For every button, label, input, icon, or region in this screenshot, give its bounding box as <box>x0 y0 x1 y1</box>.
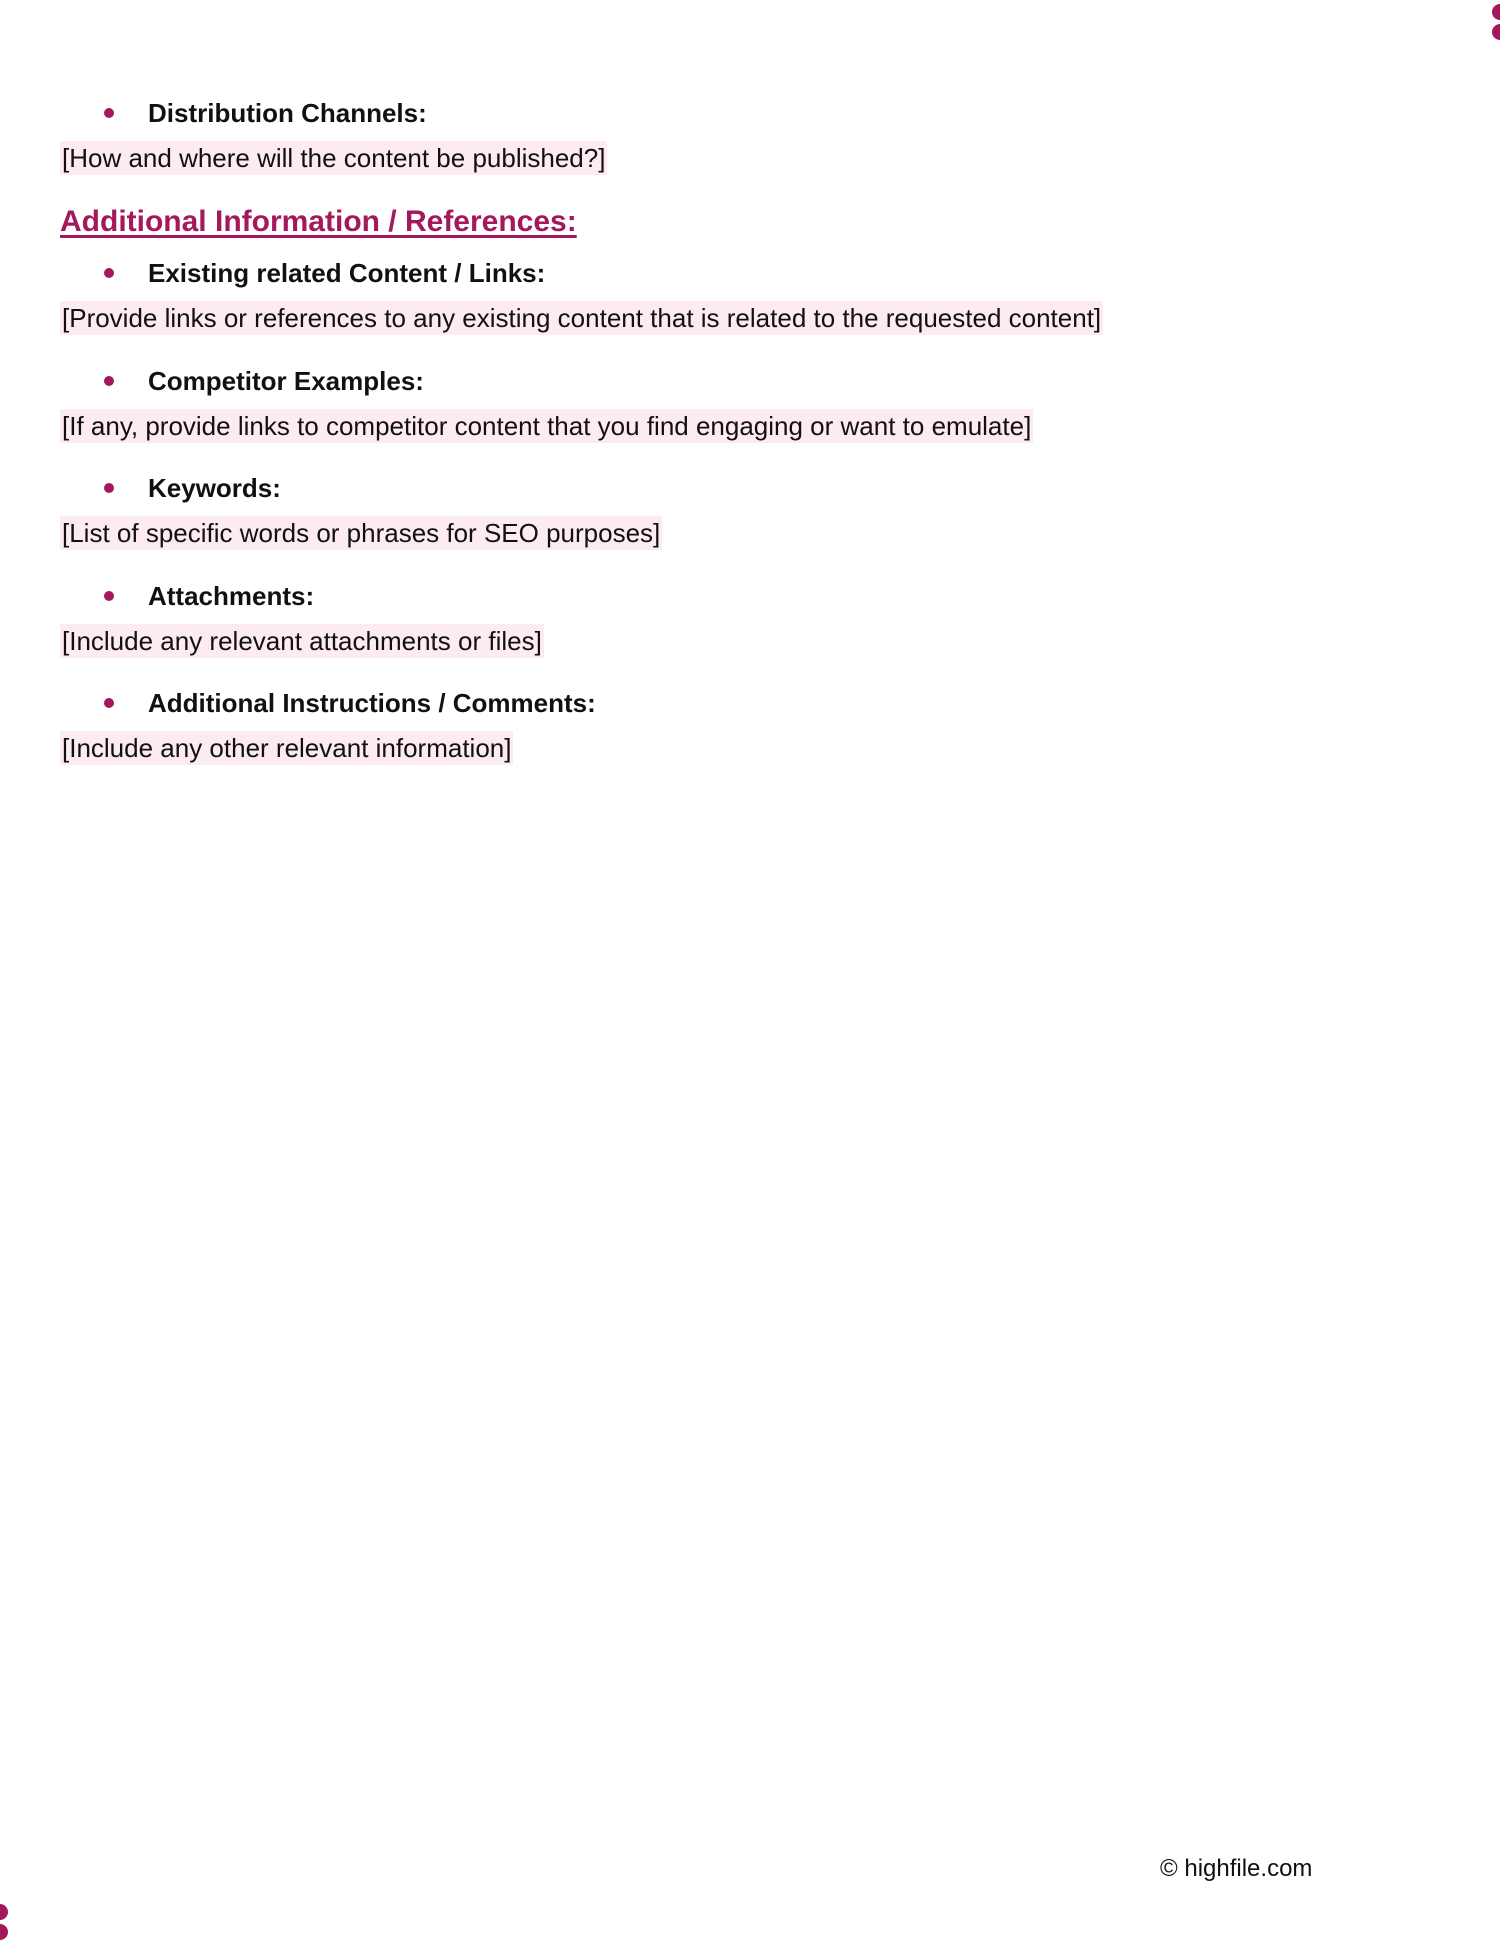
list-item-additional-instructions <box>104 686 596 720</box>
field-label: Additional Instructions / Comments: <box>148 688 596 718</box>
bullet-icon <box>104 591 114 601</box>
section-heading: Additional Information / References: <box>60 205 577 238</box>
dot-icon <box>1492 4 1500 20</box>
placeholder-text: [Provide links or references to any existing content that is related to the requested content] <box>62 303 1102 333</box>
placeholder-text: [Include any other relevant information] <box>62 733 512 763</box>
list-item-existing-content <box>104 256 545 290</box>
list-item-attachments <box>104 579 314 613</box>
bullet-icon <box>104 376 114 386</box>
field-label: Distribution Channels: <box>148 98 427 128</box>
field-label: Keywords: <box>148 473 281 503</box>
bullet-icon <box>104 268 114 278</box>
copyright-footer: © highfile.com <box>1160 1855 1313 1882</box>
corner-dots-decoration <box>0 1900 12 1950</box>
corner-dots-decoration <box>1488 0 1500 50</box>
list-item-competitor-examples <box>104 364 424 398</box>
field-label: Competitor Examples: <box>148 366 424 396</box>
placeholder-text: [List of specific words or phrases for SEO purposes] <box>62 518 661 548</box>
dot-icon <box>0 1904 8 1920</box>
list-item-keywords <box>104 471 281 505</box>
bullet-icon <box>104 698 114 708</box>
bullet-icon <box>104 108 114 118</box>
placeholder-text: [Include any relevant attachments or files] <box>62 626 542 656</box>
dot-icon <box>1492 24 1500 40</box>
list-item-distribution-channels <box>104 96 427 130</box>
placeholder-text: [If any, provide links to competitor content that you find engaging or want to emulate] <box>62 411 1032 441</box>
bullet-icon <box>104 483 114 493</box>
dot-icon <box>0 1924 8 1940</box>
field-label: Existing related Content / Links: <box>148 258 546 288</box>
placeholder-text: [How and where will the content be published?] <box>62 143 606 173</box>
field-label: Attachments: <box>148 581 315 611</box>
